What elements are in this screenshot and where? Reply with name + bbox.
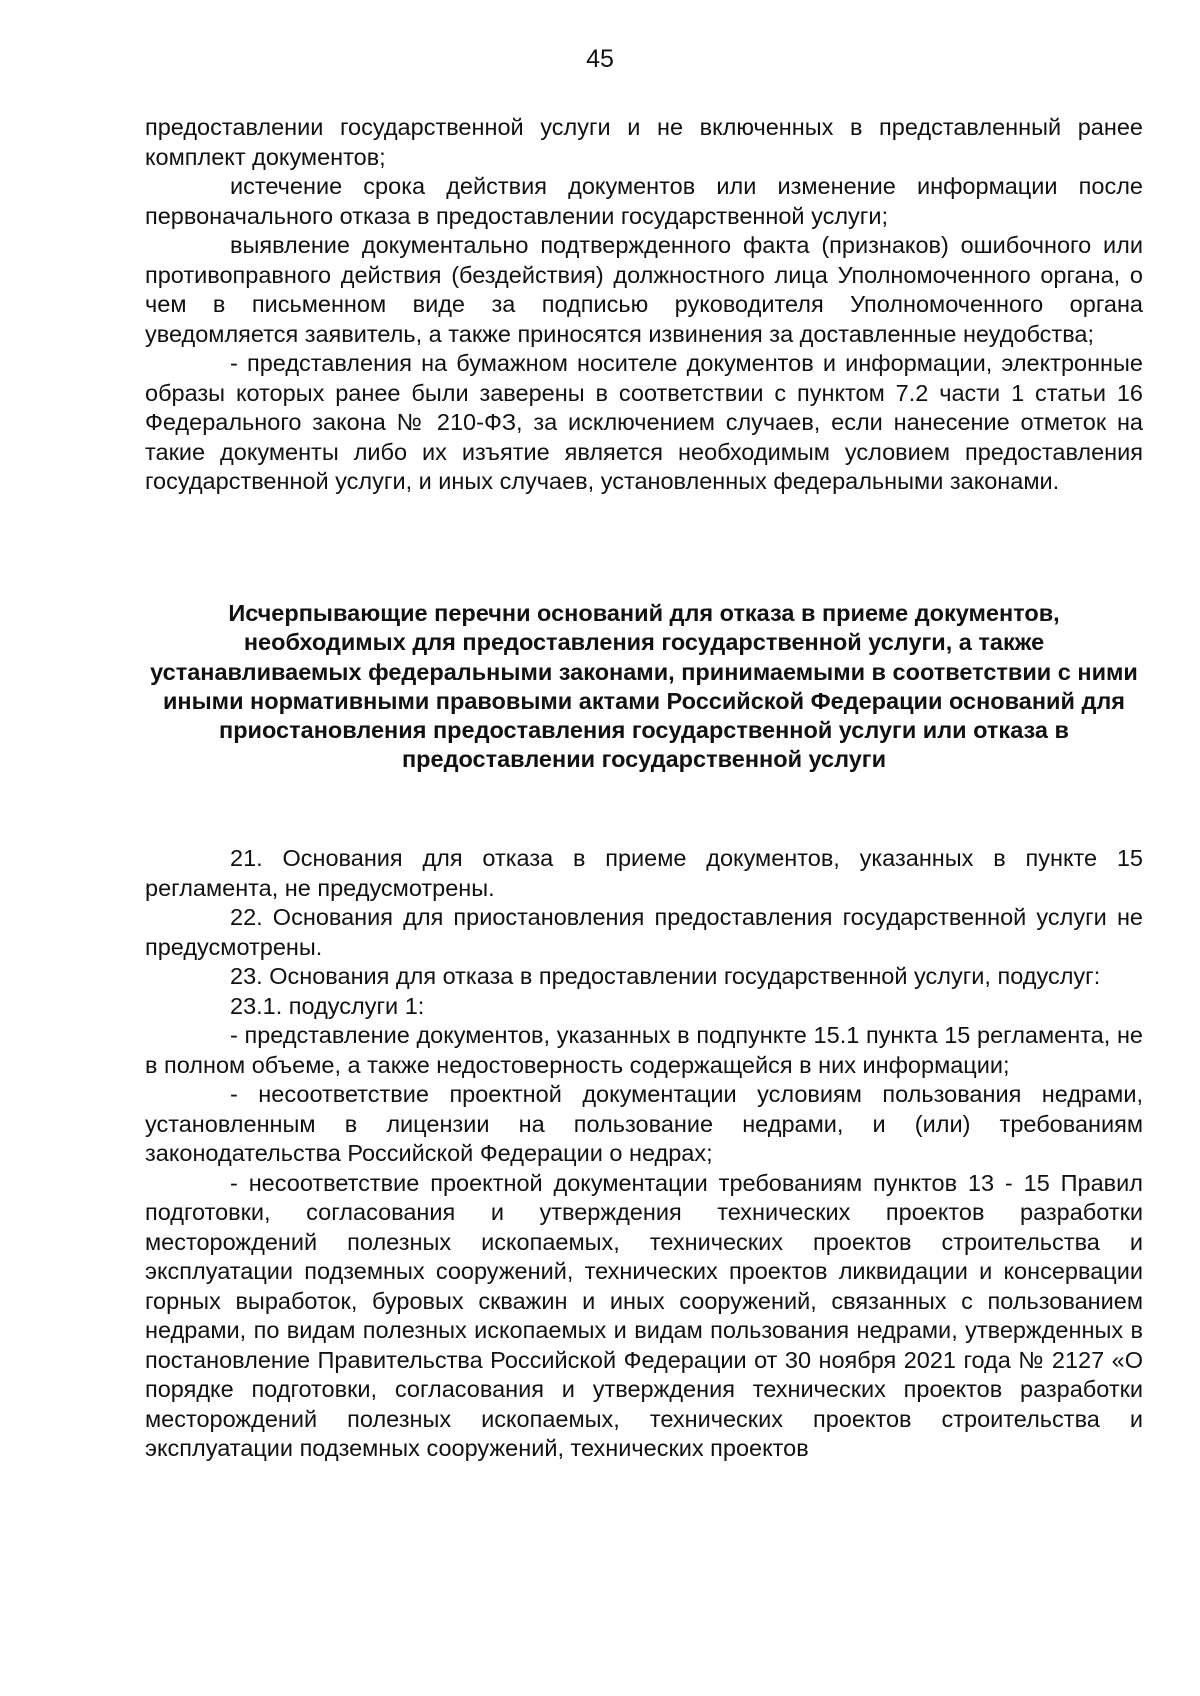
paragraph: - представление документов, указанных в подпункте 15.1 пункта 15 регламента, не в полном объеме, а также недостоверность содержащейся в них информации; (145, 1022, 1143, 1078)
paragraph: 23. Основания для отказа в предоставлении государственной услуги, подуслуг: (230, 963, 1101, 989)
paragraph: - представления на бумажном носителе документов и информации, электронные образы которых ранее были заверены в соответствии с пунктом 7.2 части 1 статьи 16 Федерального закона № 210-ФЗ, за исключением случаев, если нанесение отметок на такие документы либо их изъятие является необходимым условием предоставления государственной услуги, и иных случаев, установленных федеральными законами. (145, 350, 1143, 494)
paragraph: - несоответствие проектной документации требованиям пунктов 13 - 15 Правил подготовки, согласования и утверждения технических проектов разработки месторождений полезных ископаемых, технических проектов строительства и эксплуатации подземных сооружений, технических проектов ликвидации и консервации горных выработок, буровых скважин и иных сооружений, связанных с пользованием недрами, по видам полезных ископаемых и видам пользования недрами, утвержденных в постановление Правительства Российской Федерации от 30 ноября 2021 года № 2127 «О порядке подготовки, согласования и утверждения технических проектов разработки месторождений полезных ископаемых, технических проектов строительства и эксплуатации подземных сооружений, технических проектов (145, 1169, 1143, 1461)
text-block-grounds (145, 844, 1143, 1464)
paragraph: 22. Основания для приостановления предоставления государственной услуги не предусмотрены. (145, 904, 1143, 960)
paragraph: - несоответствие проектной документации условиям пользования недрами, установленным в лицензии на пользование недрами, и (или) требованиям законодательства Российской Федерации о недрах; (145, 1081, 1143, 1166)
section-heading: Исчерпывающие перечни оснований для отказа в приеме документов, необходимых для предоставления государственной услуги, а также устанавливаемых федеральными законами, принимаемыми в соответствии с ними иными нормативными правовыми актами Российской Федерации оснований для приостановления предоставления государственной услуги или отказа в предоставлении государственной услуги (150, 600, 1138, 773)
text-block-continuation (145, 113, 1143, 497)
paragraph: 23.1. подуслуги 1: (230, 992, 425, 1019)
paragraph: 21. Основания для отказа в приеме документов, указанных в пункте 15 регламента, не предусмотрены. (145, 845, 1143, 901)
paragraph: выявление документально подтвержденного факта (признаков) ошибочного или противоправного действия (бездействия) должностного лица Уполномоченного органа, о чем в письменном виде за подписью руководителя Уполномоченного органа уведомляется заявитель, а также приносятся извинения за доставленные неудобства; (145, 232, 1143, 347)
paragraph: предоставлении государственной услуги и не включенных в представленный ранее комплект документов; (145, 114, 1143, 170)
page-number: 45 (586, 45, 614, 73)
paragraph: истечение срока действия документов или изменение информации после первоначального отказа в предоставлении государственной услуги; (145, 173, 1143, 229)
